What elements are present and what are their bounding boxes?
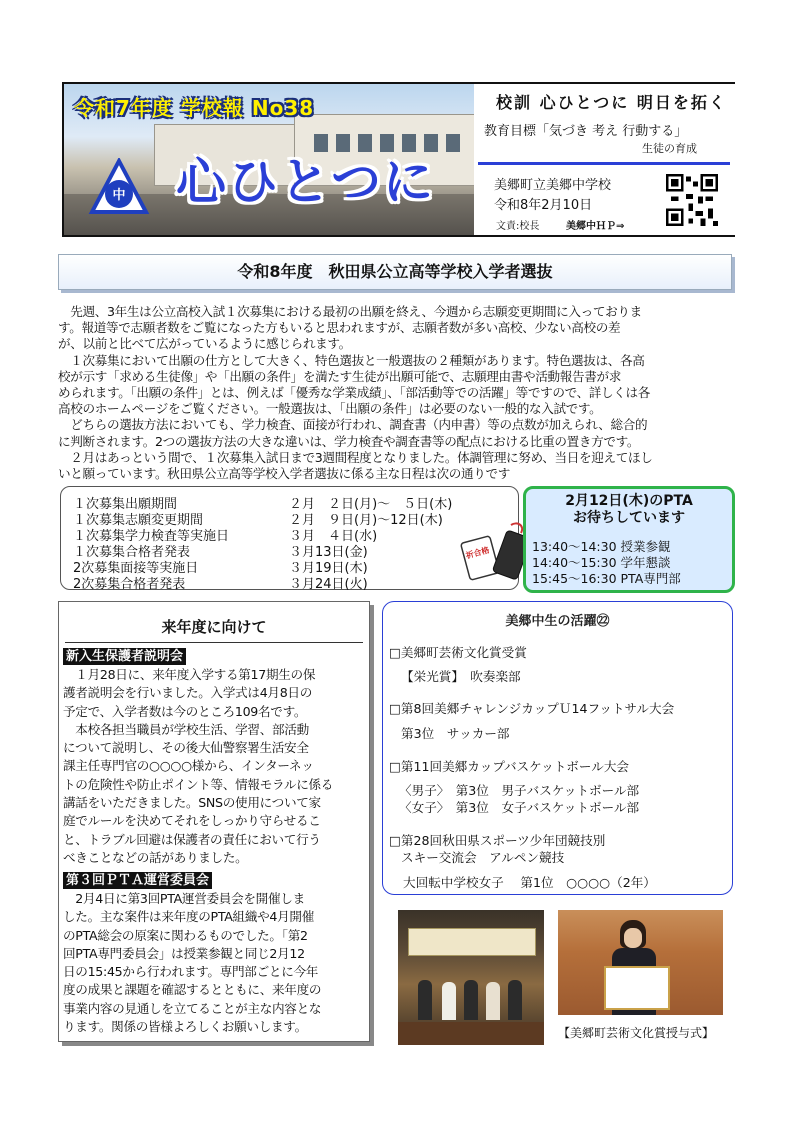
text-line: 庭でルールを決めてそれをしっかり守らせるこ [63, 813, 321, 829]
school-motto: 校訓 心ひとつに 明日を拓く [496, 93, 727, 112]
award-ceremony-photo [558, 910, 723, 1015]
activity-heading-cont: スキー交流会 アルペン競技 [401, 850, 565, 865]
schedule-date: ３月 ４日(水) [289, 529, 378, 544]
intro-line: す。報道等で志願者数をご覧になった方もいると思われますが、志願者数が多い高校、少ない高校の差 [58, 320, 621, 336]
text-line: 日の15:45から行われます。専門部ごとに今年 [63, 964, 319, 980]
column-title-rule [65, 642, 363, 643]
homepage-link[interactable]: 美郷中ＨＰ⇒ [566, 221, 625, 232]
intro-article [58, 304, 738, 482]
masthead [62, 82, 735, 237]
text-line: した。主な案件は来年度のPTA組織や4月開催 [63, 909, 315, 925]
pta-schedule-row: 15:45～16:30 PTA専門部 [532, 571, 681, 586]
text-line: １月28日に、来年度入学する第17期生の保 [63, 667, 316, 682]
intro-line: 校が示す「求める生徒像」や「出願の条件」を満たす生徒が出願可能で、志願理由書や活動報告書が求 [58, 368, 621, 384]
education-goal: 教育目標「気づき 考え 行動する」 [484, 124, 688, 139]
issue-label: 令和7年度 学校報 No38 [74, 96, 315, 120]
schedule-item: １次募集志願変更期間 [73, 513, 204, 528]
next-year-column [58, 601, 370, 1042]
school-photo-banner [64, 84, 474, 235]
school-emblem-icon [88, 158, 150, 220]
student-activities [382, 601, 733, 895]
orientation-article [63, 666, 367, 867]
schedule-date: ３月24日(火) [289, 577, 368, 592]
school-name: 美郷町立美郷中学校 [494, 178, 612, 193]
intro-line: に判断されます。2つの選抜方法の大きな違いは、学力検査や調査書等の配点における比重の置き方です。 [58, 433, 640, 449]
photo-caption: 【美郷町芸術文化賞授与式】 [558, 1026, 715, 1040]
activity-result: 〈女子〉 第3位 女子バスケットボール部 [399, 800, 640, 815]
schedule-item: １次募集学力検査等実施日 [73, 529, 230, 544]
schedule-item: １次募集出願期間 [73, 497, 178, 512]
intro-line: 先週、3年生は公立高校入試１次募集における最初の出願を終え、今週から志願変更期間に入っておりま [58, 304, 642, 319]
text-line: 度の成果と課題を確認するとともに、来年度の [63, 982, 322, 998]
text-line: 護者説明会を行いました。入学式は4月8日の [63, 685, 313, 701]
activity-heading: □第11回美郷カップバスケットボール大会 [389, 759, 630, 774]
text-line: 本校各担当職員が学校生活、学習、部活動 [63, 721, 309, 737]
qr-code-icon[interactable] [666, 174, 718, 226]
header-divider [478, 162, 730, 165]
intro-line: が、以前と比べて広がっているように感じられます。 [58, 336, 351, 352]
activity-heading: □第8回美郷チャレンジカップＵ14フットサル大会 [389, 701, 675, 716]
text-line: について説明し、その後大仙警察署生活安全 [63, 740, 309, 756]
newsletter-title: 心ひとつに [176, 153, 435, 211]
intro-line: １次募集において出願の仕方として大きく、特色選抜と一般選抜の２種類があります。特色選抜は、各高 [58, 352, 645, 368]
pta-committee-article [63, 890, 367, 1036]
pta-title-line1: 2月12日(木)のPTA [565, 493, 693, 509]
emblem-mark: 中 [112, 188, 126, 203]
pta-title-line2: お待ちしています [573, 510, 685, 526]
pta-committee-heading: 第３回ＰＴＡ運営委員会 [63, 872, 212, 889]
orientation-heading: 新入生保護者説明会 [63, 648, 186, 665]
activity-result: 大回転中学校女子 第1位 ○○○○（2年） [403, 875, 656, 890]
schedule-date: ３月13日(金) [289, 545, 368, 560]
text-line: 2月4日に第3回PTA運営委員会を開催しま [63, 891, 305, 906]
column-title: 来年度に向けて [161, 618, 267, 636]
schedule-item: 2次募集合格者発表 [73, 577, 186, 592]
author-label: 文責:校長 [496, 221, 540, 232]
intro-line: 高校のホームページをご覧ください。一般選抜は、「出願の条件」は必要のない一般的な入試です。 [58, 401, 602, 417]
education-goal-sub: 生徒の育成 [642, 142, 697, 155]
award-group-photo [398, 910, 544, 1045]
intro-line: どちらの選抜方法においても、学力検査、面接が行われ、調査書（内申書）等の点数が加えられ、総合的 [58, 417, 648, 433]
intro-line: ２月はあっという間で、１次募集入試日まで3週間程度となりました。体調管理に努め、当日を迎えてほし [58, 449, 653, 465]
text-line: 予定で、入学者数は今のところ109名です。 [63, 703, 307, 719]
text-line: ります。関係の皆様よろしくお願いします。 [63, 1019, 307, 1035]
activity-heading: □第28回秋田県スポーツ少年団競技別 [389, 833, 606, 848]
intro-line: められます。「出願の条件」とは、例えば「優秀な学業成績」、「部活動等での活躍」等ですので、詳しくは各 [58, 385, 651, 401]
charm-text: 祈合格 [464, 545, 491, 561]
masthead-info [474, 84, 735, 235]
text-line: と、トラブル回避は保護者の責任において行う [63, 831, 321, 847]
schedule-item: １次募集合格者発表 [73, 545, 191, 560]
pta-title [526, 493, 732, 527]
exam-schedule [60, 486, 519, 590]
intro-line: いと願っています。秋田県公立高等学校入学者選抜に係る主な日程は次の通りです [58, 466, 511, 482]
activity-result: 【栄光賞】 吹奏楽部 [401, 669, 521, 684]
activity-result: 第3位 サッカー部 [401, 726, 510, 741]
schedule-date: ３月19日(木) [289, 561, 368, 576]
activity-heading: □美郷町芸術文化賞受賞 [389, 645, 527, 660]
text-line: のPTA総会の原案に関わるものでした。「第2 [63, 927, 308, 943]
text-line: トの危険性や防止ポイント等、情報モラルに係る [63, 776, 334, 792]
schedule-item: 2次募集面接等実施日 [73, 561, 199, 576]
text-line: 講話をいただきました。SNSの使用について家 [63, 795, 321, 811]
pta-notice [523, 486, 735, 593]
activity-result: 〈男子〉 第3位 男子バスケットボール部 [399, 783, 640, 798]
schedule-date: ２月 ２日(月)～ ５日(木) [289, 497, 453, 512]
text-line: べきことなどの話がありました。 [63, 849, 248, 865]
schedule-date: ２月 ９日(月)～12日(木) [289, 513, 443, 528]
pta-schedule-row: 14:40～15:30 学年懇談 [532, 555, 671, 570]
issue-date: 令和8年2月10日 [494, 198, 593, 213]
pta-schedule-row: 13:40～14:30 授業参観 [532, 539, 671, 554]
text-line: 事業内容の見通しを立てることが主な内容とな [63, 1000, 322, 1016]
text-line: 課主任専門官の○○○○様から、インターネッ [63, 758, 314, 774]
text-line: 回PTA専門委員会」は授業参観と同じ2月12 [63, 945, 305, 961]
activities-title: 美郷中生の活躍㉒ [505, 614, 610, 629]
section-title: 令和8年度 秋田県公立高等学校入学者選抜 [58, 254, 732, 290]
